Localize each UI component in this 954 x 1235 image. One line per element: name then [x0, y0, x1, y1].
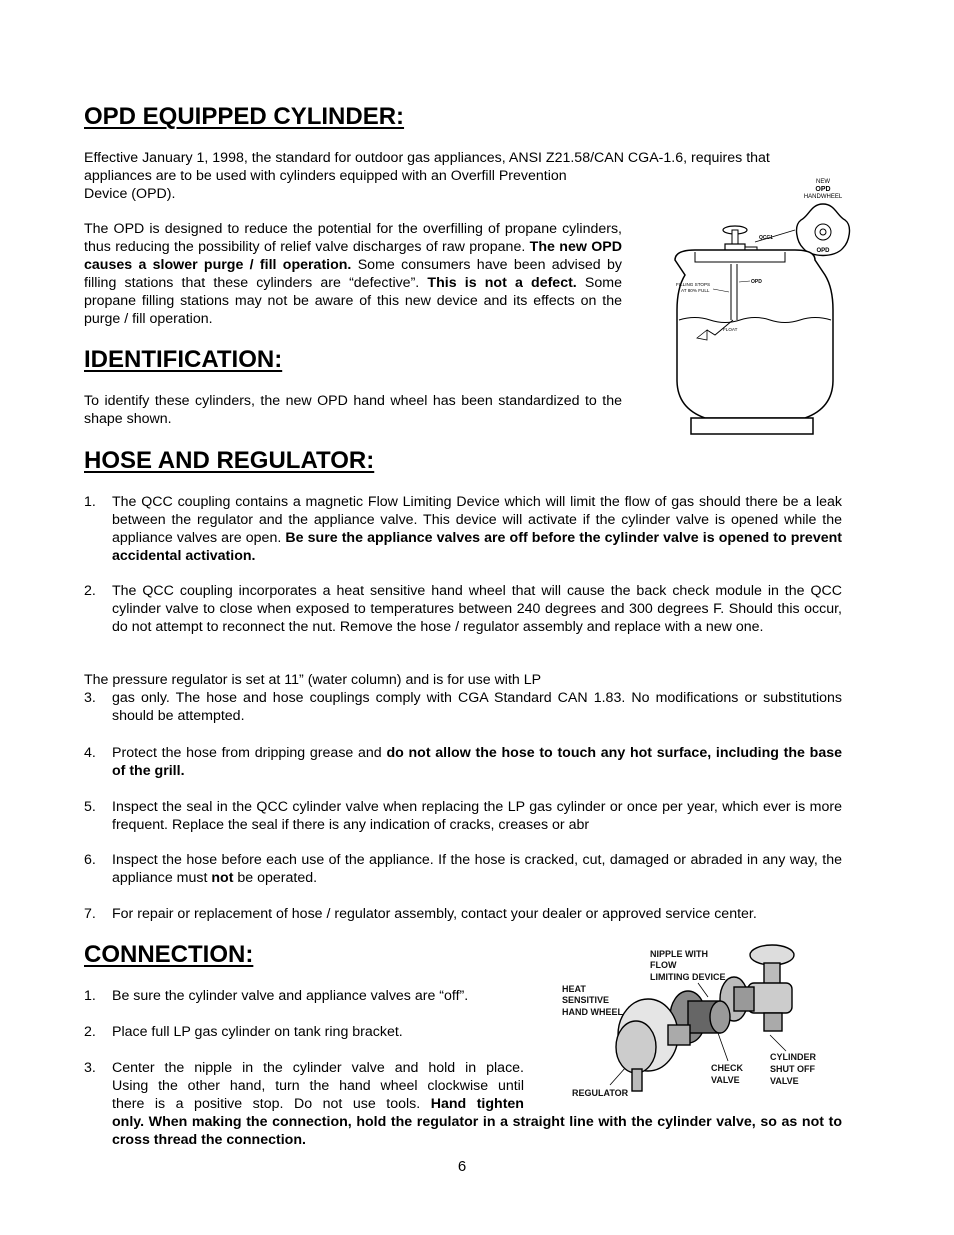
label-new: NEW: [816, 179, 830, 185]
opd-intro-line3: Device (OPD).: [84, 186, 176, 202]
label-heat-3: HAND WHEEL: [562, 1007, 623, 1017]
list-number: 1.: [84, 494, 96, 510]
hose-item-4-bold: do not allow the hose to touch any hot surface, including the base of the grill.: [112, 745, 843, 779]
hose-item-6-text-end: be operated.: [233, 870, 318, 886]
label-opd-wheel: OPD: [816, 248, 830, 254]
label-float: FLOAT: [723, 327, 738, 332]
label-regulator: REGULATOR: [572, 1088, 629, 1098]
list-number: 1.: [84, 988, 96, 1004]
connection-item-2: [84, 1023, 524, 1041]
hose-item-6-bold: not: [211, 870, 234, 886]
page-number: 6: [457, 1158, 467, 1175]
label-filling-stops: FILLING STOPS: [676, 282, 711, 287]
label-heat-2: SENSITIVE: [562, 995, 610, 1005]
heading-identification: IDENTIFICATION:: [84, 346, 283, 373]
label-opd-title: OPD: [815, 186, 831, 193]
list-number: 3.: [84, 690, 96, 706]
opd-desc-bold-2: This is not a defect.: [427, 275, 577, 291]
opd-desc-text-e: Some propane filling stations may not be aware of this new device and its effects on the purge / fill operation.: [84, 275, 622, 327]
list-number: 3.: [84, 1060, 96, 1076]
opd-desc-text-c: Some consumers have been advised by filling stations that these cylinders are “defective”.: [84, 257, 622, 291]
hose-item-2-text: The QCC coupling incorporates a heat sensitive hand wheel that will cause the back check module in the QCC cylinder valve to close when exposed to temperatures between 240 degrees and 300 degrees F. Should this occur, do not attempt to reconnect the nut. Remove the hose / regulator assembly and replace with a new one.: [112, 583, 842, 635]
list-number: 5.: [84, 799, 96, 815]
heading-connection: CONNECTION:: [84, 941, 254, 968]
opd-desc-bold-1: The new OPD causes a slower purge / fill operation.: [84, 239, 622, 273]
heading-hose-regulator: HOSE AND REGULATOR:: [84, 447, 375, 474]
opd-description: [84, 220, 622, 328]
hose-item-5-text: Inspect the seal in the QCC cylinder valve when replacing the LP gas cylinder or once per year, which ever is more frequent. Replace the seal if there is any indication of cracks, creases or abr: [112, 799, 842, 833]
label-cylinder-2: SHUT OFF: [770, 1064, 815, 1074]
label-at-full: AT 80% FULL: [681, 288, 710, 293]
list-number: 4.: [84, 745, 96, 761]
shutoff-valve-icon: [748, 945, 794, 1031]
label-cylinder-3: VALVE: [770, 1076, 799, 1086]
opd-intro-line1: Effective January 1, 1998, the standard for outdoor gas appliances, ANSI Z21.58/CAN CGA-1.6, requires that: [84, 150, 770, 166]
hose-item-6-text: Inspect the hose before each use of the appliance. If the hose is cracked, cut, damaged or abraded in any way, the appliance must: [112, 852, 842, 886]
hose-item-3: [84, 689, 842, 725]
hose-item-3-pre: The pressure regulator is set at 11” (water column) and is for use with LP: [84, 672, 542, 688]
hose-item-1: [84, 493, 842, 565]
hose-item-6: [84, 851, 842, 887]
cylinder-body: [675, 250, 833, 418]
connection-item-1-text: Be sure the cylinder valve and appliance valves are “off”.: [112, 988, 469, 1004]
connection-item-3-line2: Using the other hand, turn the hand wheel clockwise until: [112, 1078, 524, 1094]
list-number: 2.: [84, 583, 96, 599]
hose-item-3-text: gas only. The hose and hose couplings comply with CGA Standard CAN 1.83. No modifications or substitutions should be attempted.: [112, 690, 842, 724]
label-nipple-2: FLOW: [650, 960, 677, 970]
label-cylinder-1: CYLINDER: [770, 1052, 817, 1062]
opd-desc-text-a: The OPD is designed to reduce the potential for the overfilling of propane cylinders, thus reducing the possibility of relief valve discharges of raw propane.: [84, 221, 622, 255]
label-check-1: CHECK: [711, 1063, 744, 1073]
label-handwheel: HANDWHEEL: [803, 194, 843, 200]
label-nipple-1: NIPPLE WITH: [650, 949, 708, 959]
identification-text: To identify these cylinders, the new OPD hand wheel has been standardized to the shape shown.: [84, 393, 622, 427]
hose-item-4: [84, 744, 842, 780]
connection-item-1: [84, 987, 524, 1005]
label-check-2: VALVE: [711, 1075, 740, 1085]
hose-item-5: [84, 798, 842, 834]
cylinder-base-ring: [691, 418, 813, 434]
opd-cylinder-figure: [655, 170, 855, 440]
connection-item-3-line1: Center the nipple in the cylinder valve and hold in place.: [112, 1060, 524, 1076]
connection-figure: [538, 935, 834, 1107]
hose-item-1-text: The QCC coupling contains a magnetic Flow Limiting Device which will limit the flow of gas should there be a leak between the regulator and the appliance valve. This device will activate if the cylinder valve is opened while the appliance valves are open.: [112, 494, 842, 546]
heading-opd: OPD EQUIPPED CYLINDER:: [84, 103, 405, 130]
list-number: 7.: [84, 906, 96, 922]
connection-item-3-bold-a: Hand tighten: [430, 1096, 524, 1112]
label-qcc: QCC1: [759, 235, 773, 241]
hose-item-1-bold: Be sure the appliance valves are off before the cylinder valve is opened to prevent accidental activation.: [112, 530, 842, 564]
connection-item-3-bold-b: only. When making the connection, hold the regulator in a straight line with the cylinder valve, so as not to cross thread the connection.: [112, 1114, 842, 1148]
list-number: 2.: [84, 1024, 96, 1040]
hose-item-7-text: For repair or replacement of hose / regulator assembly, contact your dealer or approved service center.: [112, 906, 757, 922]
hose-item-7: [84, 905, 842, 923]
connection-item-3-line3: there is a positive stop. Do not use tools.: [112, 1096, 431, 1112]
opd-intro-line2: appliances are to be used with cylinders equipped with an Overfill Prevention: [84, 168, 567, 184]
label-nipple-3: LIMITING DEVICE: [650, 972, 726, 982]
list-number: 6.: [84, 852, 96, 868]
label-opd-side: OPD: [751, 279, 762, 285]
hose-item-4-text: Protect the hose from dripping grease and: [112, 745, 387, 761]
label-heat-1: HEAT: [562, 984, 586, 994]
hose-item-2: [84, 582, 842, 636]
opd-handwheel-icon: [797, 204, 850, 256]
connection-item-2-text: Place full LP gas cylinder on tank ring bracket.: [112, 1024, 403, 1040]
